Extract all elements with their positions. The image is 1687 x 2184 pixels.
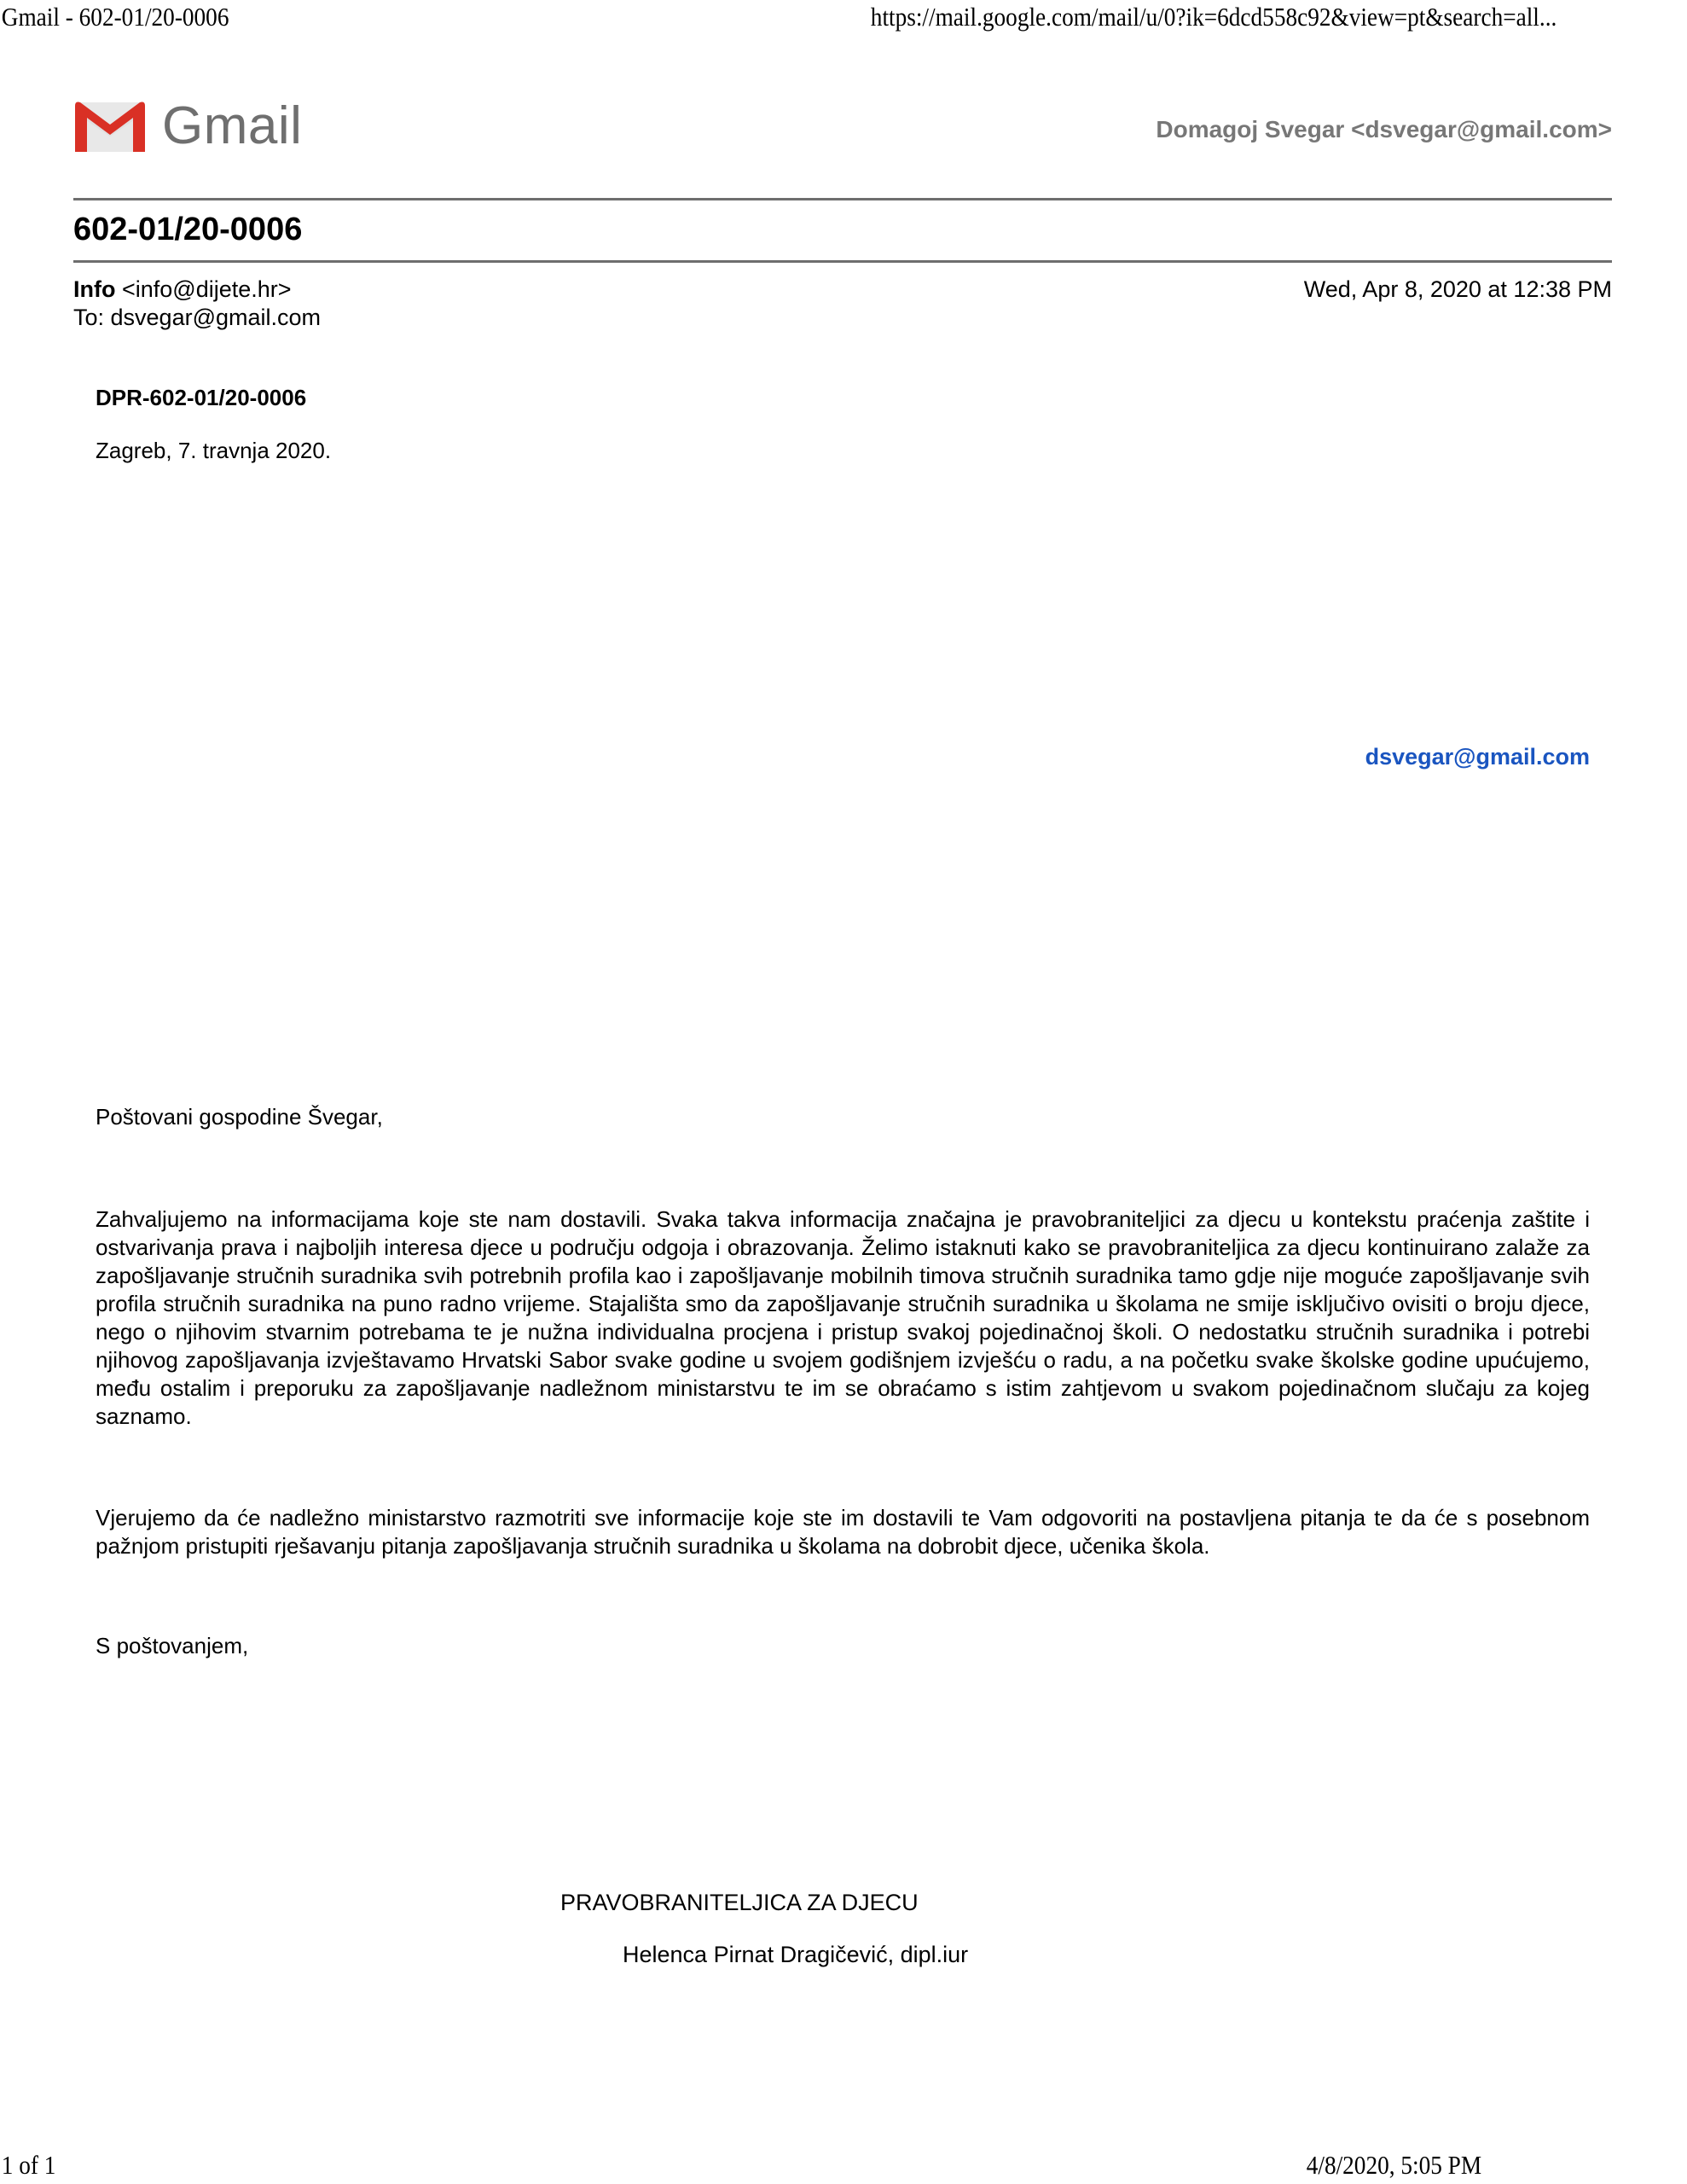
divider [73,198,1612,200]
place-and-date: Zagreb, 7. travnja 2020. [96,438,332,463]
signature-name: Helenca Pirnat Dragičević, dipl.iur [623,1942,969,1967]
recipient-email-link[interactable]: dsvegar@gmail.com [1365,744,1590,770]
recipient-address [0,744,1590,770]
sender-name: Info [73,276,116,302]
reference-number: DPR-602-01/20-0006 [96,385,307,410]
body-paragraph: Vjerujemo da će nadležno ministarstvo razmotriti sve informacije koje ste im dostavili te Vam odgovoriti na postavljena pitanja te da će s posebnom pažnjom pristupiti rješavanju pitanja zapošljavanja stručnih suradnika u školama na dobrobit djece, učenika škola. [96,1505,1590,1559]
print-page-url: https://mail.google.com/mail/u/0?ik=6dcd558c92&view=pt&search=all... [870,2,1557,32]
email-subject: 602-01/20-0006 [73,212,303,247]
gmail-wordmark: Gmail [162,96,303,155]
greeting: Poštovani gospodine Švegar, [96,1104,383,1130]
print-page-title: Gmail - 602-01/20-0006 [1,2,229,32]
print-timestamp: 4/8/2020, 5:05 PM [1306,2150,1482,2180]
page-count: 1 of 1 [1,2150,56,2180]
body-paragraph: Zahvaljujemo na informacijama koje ste nam dostavili. Svaka takva informacija značajna je pravobraniteljici za djecu u kontekstu praćenja zaštite i ostvarivanja prava i najboljih interesa djece u području odgoja i obrazovanja. Želimo istaknuti kako se pravobraniteljica za djecu kontinuirano zalaže za zapošljavanje stručnih suradnika svih potrebnih profila kao i zapošljavanje mobilnih timova stručnih suradnika tamo gdje nije moguće zapošljavanje svih profila stručnih suradnika na puno radno vrijeme. Stajališta smo da zapošljavanje stručnih suradnika u školama ne smije isključivo ovisiti o broju djece, nego o njihovim stvarnim potrebama te je nužna individualna procjena i pristup svakoj pojedinačnoj školi. O nedostatku stručnih suradnika i potrebi njihovog zapošljavanja izvještavamo Hrvatski Sabor svake godine u svojem godišnjem izvješću o radu, a na početku svake školske godine upućujemo, među ostalim i preporuku za zapošljavanje nadležnom ministarstvu te im se obraćamo s istim zahtjevom u svakom pojedinačnom slučaju za kojeg saznamo. [96,1206,1590,1429]
sender-email: <info@dijete.hr> [122,276,292,302]
message-date: Wed, Apr 8, 2020 at 12:38 PM [1303,276,1612,302]
divider [73,260,1612,263]
account-identity: Domagoj Svegar <dsvegar@gmail.com> [1156,116,1612,142]
recipient-line: To: dsvegar@gmail.com [73,305,322,330]
closing: S poštovanjem, [96,1633,249,1658]
signature-title: PRAVOBRANITELJICA ZA DJECU [560,1890,919,1915]
